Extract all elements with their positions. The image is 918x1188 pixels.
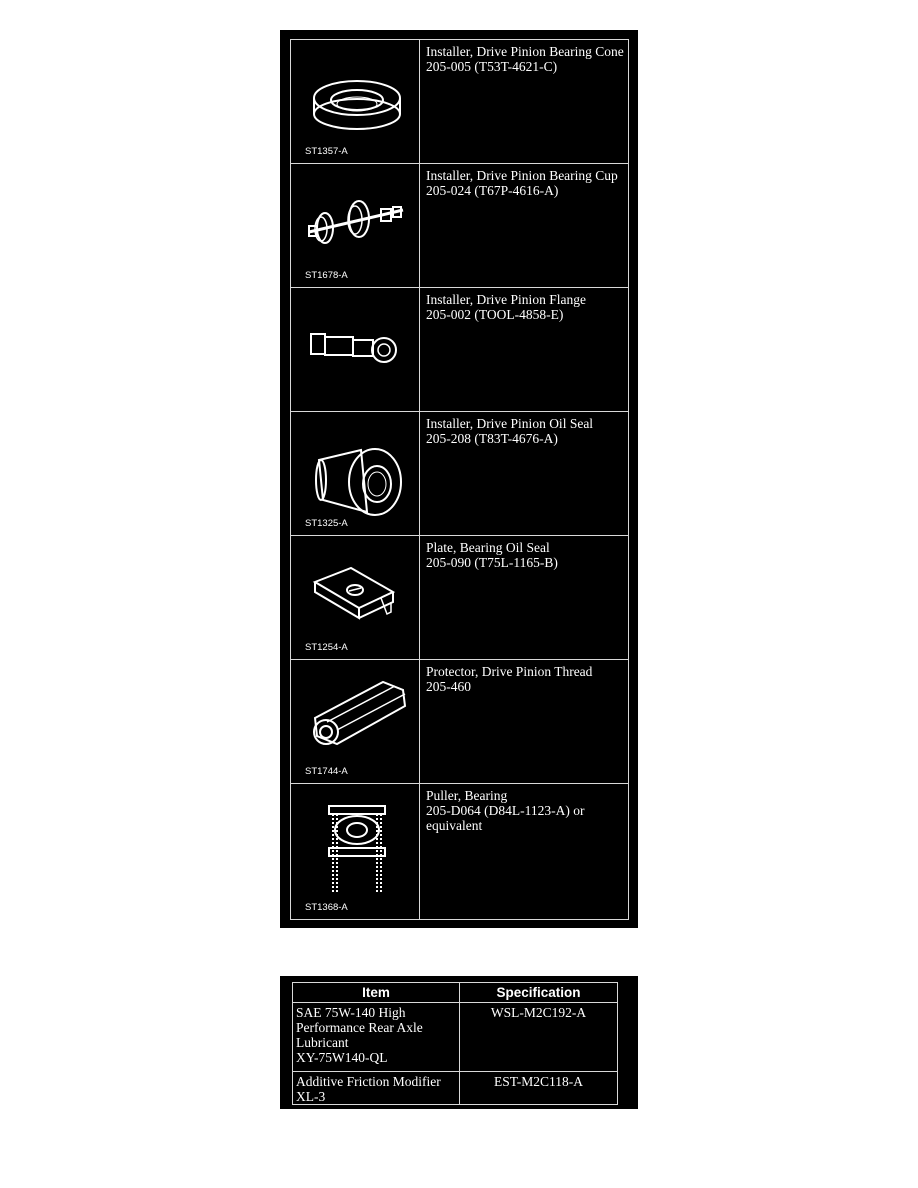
item-part-number: XL-3: [296, 1089, 326, 1104]
illustration-code: ST1678-A: [305, 270, 348, 281]
tool-number: 205-090 (T75L-1165-B): [426, 555, 558, 570]
item-cell: [293, 1003, 460, 1072]
tool-description: [426, 416, 624, 446]
specification-column-header: Specification: [460, 983, 618, 1003]
illustration-code: ST1744-A: [305, 766, 348, 777]
tool-number: 205-208 (T83T-4676-A): [426, 431, 558, 446]
tool-row: [291, 412, 628, 536]
tool-description: [426, 168, 624, 198]
tool-name: Installer, Drive Pinion Oil Seal: [426, 416, 594, 431]
item-column-header: Item: [293, 983, 460, 1003]
tool-number: 205-460: [426, 679, 471, 694]
tool-name: Installer, Drive Pinion Flange: [426, 292, 586, 307]
tool-illustration: [291, 288, 420, 411]
tool-description: [426, 44, 624, 74]
illustration-code: ST1357-A: [305, 146, 348, 157]
item-part-number: XY-75W140-QL: [296, 1050, 388, 1065]
tool-row: [291, 164, 628, 288]
illustration-code: ST1325-A: [305, 518, 348, 529]
tool-number: 205-024 (T67P-4616-A): [426, 183, 559, 198]
special-tools-table: [290, 39, 629, 920]
tool-illustration: [291, 164, 420, 287]
tool-row: [291, 536, 628, 660]
tool-name: Plate, Bearing Oil Seal: [426, 540, 550, 555]
item-name: SAE 75W-140 High Performance Rear Axle Lubricant: [296, 1005, 423, 1050]
tool-name: Installer, Drive Pinion Bearing Cup: [426, 168, 618, 183]
tool-number: 205-002 (TOOL-4858-E): [426, 307, 564, 322]
materials-panel: [280, 976, 638, 1109]
tool-number: 205-005 (T53T-4621-C): [426, 59, 558, 74]
special-tools-panel: [280, 30, 638, 928]
table-row: [293, 1072, 618, 1105]
oil-seal-installer-icon: [291, 412, 419, 535]
materials-table: [292, 982, 618, 1105]
table-row: [293, 1003, 618, 1072]
specification-cell: WSL-M2C192-A: [460, 1003, 618, 1072]
tool-illustration: [291, 536, 420, 659]
tool-description: [426, 540, 624, 570]
bearing-plate-icon: [291, 536, 419, 659]
tool-number: 205-D064 (D84L-1123-A) or: [426, 803, 585, 818]
tool-row: [291, 660, 628, 784]
tool-name: Installer, Drive Pinion Bearing Cone: [426, 44, 624, 59]
tool-number-note: equivalent: [426, 818, 483, 833]
tool-illustration: [291, 784, 420, 919]
tool-row: [291, 288, 628, 412]
item-cell: [293, 1072, 460, 1105]
tool-description: [426, 664, 624, 694]
illustration-code: ST1368-A: [305, 902, 348, 913]
thread-protector-icon: [291, 660, 419, 783]
tool-description: [426, 788, 624, 833]
tool-illustration: [291, 660, 420, 783]
tool-illustration: [291, 412, 420, 535]
bearing-puller-icon: [291, 784, 419, 918]
specification-cell: EST-M2C118-A: [460, 1072, 618, 1105]
illustration-code: ST1254-A: [305, 642, 348, 653]
tool-illustration: [291, 40, 420, 163]
tool-row: [291, 40, 628, 164]
table-header-row: [293, 983, 618, 1003]
flange-installer-icon: [291, 288, 419, 411]
tool-row: [291, 784, 628, 919]
tool-name: Puller, Bearing: [426, 788, 508, 803]
bearing-cup-installer-icon: [291, 164, 419, 287]
item-name: Additive Friction Modifier: [296, 1074, 441, 1089]
bearing-cone-installer-icon: [291, 40, 419, 163]
tool-description: [426, 292, 624, 322]
tool-name: Protector, Drive Pinion Thread: [426, 664, 593, 679]
